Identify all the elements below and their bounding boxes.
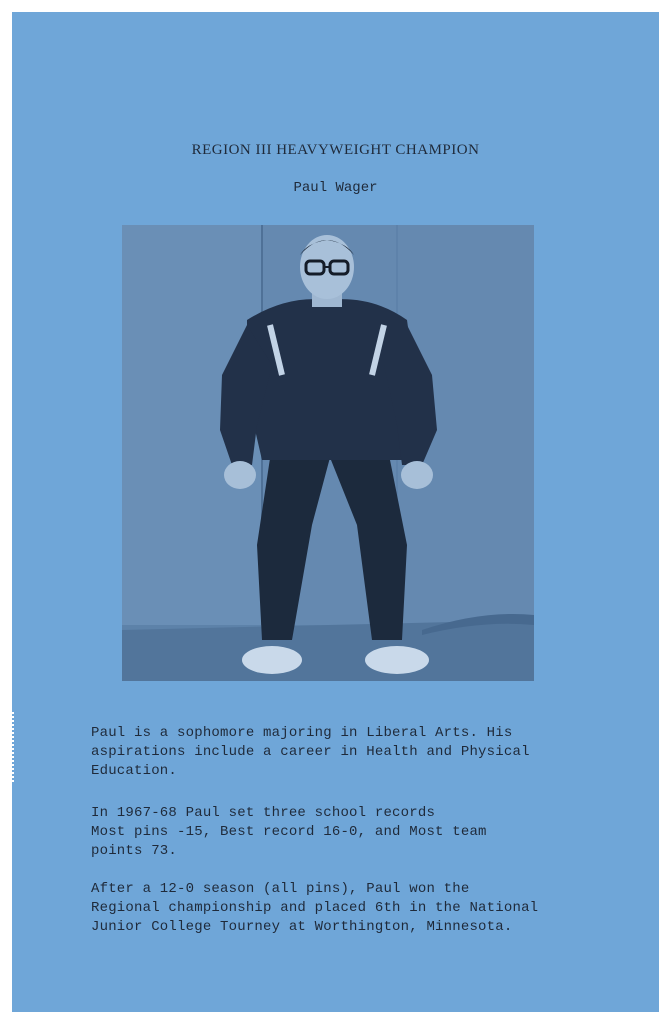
wrestler-photo-illustration xyxy=(122,225,534,681)
paragraph-records: In 1967-68 Paul set three school records Most pins -15, Best record 16-0, and Most team points 73. xyxy=(91,805,487,859)
paragraph-major: Paul is a sophomore majoring in Liberal Arts. His aspirations include a career in Health and Physical Education. xyxy=(91,725,530,779)
paragraph-championship: After a 12-0 season (all pins), Paul won the Regional championship and placed 6th in the National Junior College Tourney at Worthington, Minnesota. xyxy=(91,881,539,935)
document-page xyxy=(12,12,659,1012)
page-title: REGION III HEAVYWEIGHT CHAMPION xyxy=(191,142,480,158)
binding-hole-marks xyxy=(12,712,16,782)
athlete-name: Paul Wager xyxy=(293,180,378,196)
athlete-photo xyxy=(122,225,534,681)
